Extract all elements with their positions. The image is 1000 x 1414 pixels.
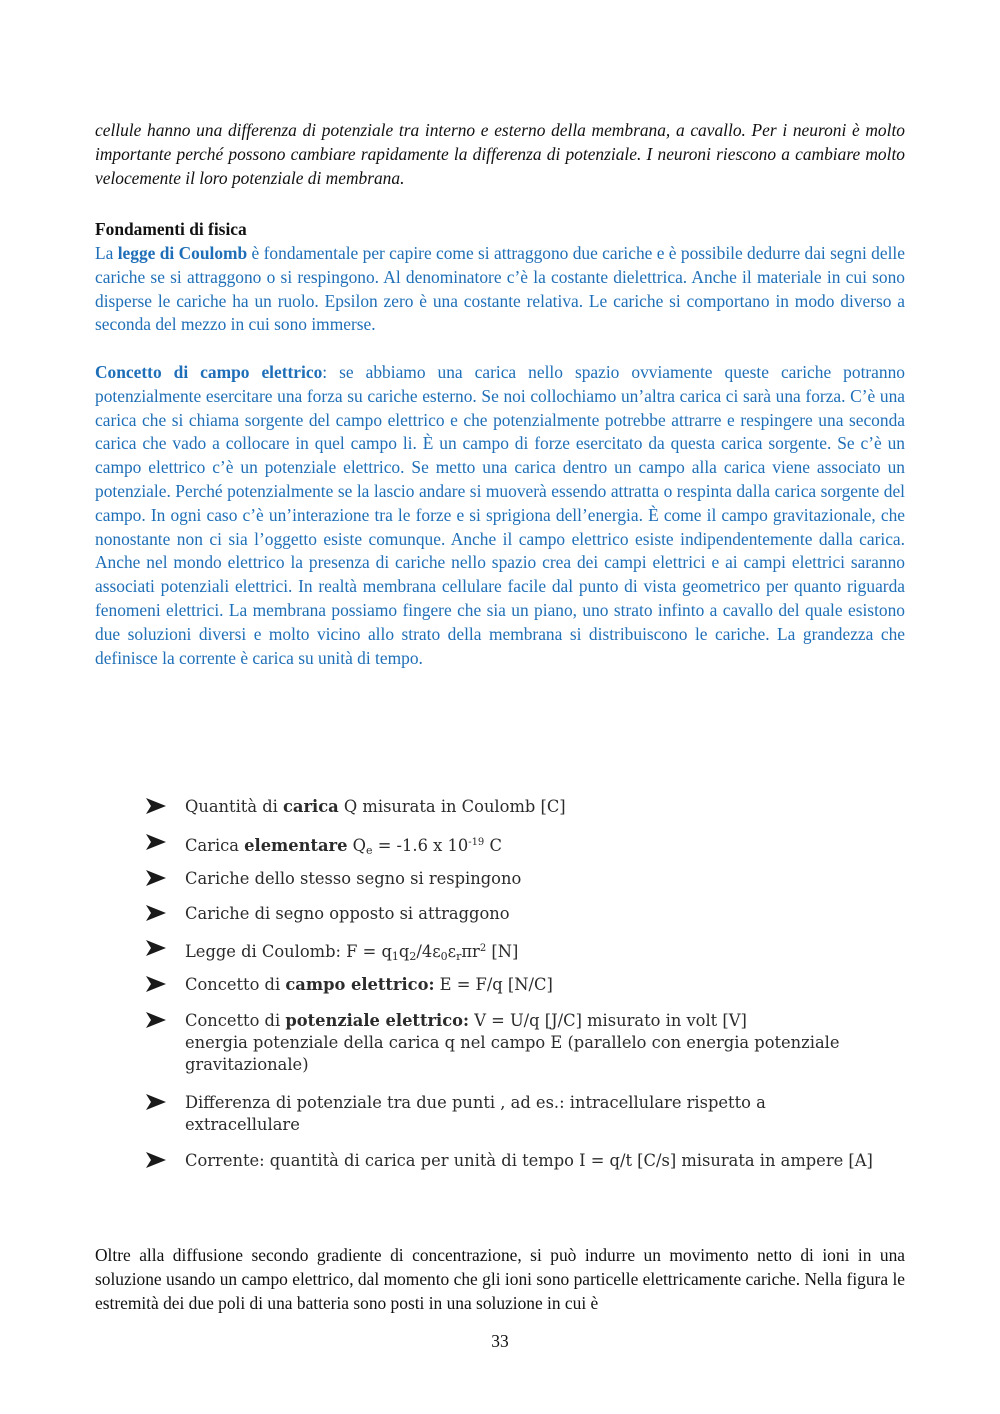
campo-term: Concetto di campo elettrico: [95, 362, 323, 382]
coulomb-term: legge di Coulomb: [117, 243, 248, 263]
bullet-text: Corrente: quantità di carica per unità di tempo I = q/t [C/s] misurata in ampere [A]: [185, 1151, 873, 1170]
intro-paragraph: cellule hanno una differenza di potenziale tra interno e esterno della membrana, a cavallo. Per i neuroni è molto importante perché possono cambiare rapidamente la differenza di potenziale. I neuroni riescono a cambiare molto velocemente il loro potenziale di membrana.: [95, 120, 905, 188]
arrowhead-bullet-icon: [146, 1012, 166, 1028]
bottom-paragraph: Oltre alla diffusione secondo gradiente di concentrazione, si può indurre un movimento netto di ioni in una soluzione usando un campo elettrico, dal momento che gli ioni sono particelle elettricamente cariche. Nella figura le estremità dei due poli di una batteria sono posti in una soluzione in cui è: [95, 1245, 905, 1313]
bullet-same-sign: [140, 868, 845, 890]
arrowhead-bullet-icon: [146, 940, 166, 956]
bullet-text: Quantità di carica Q misurata in Coulomb [C]: [185, 797, 566, 816]
arrowhead-bullet-icon: [146, 834, 166, 850]
campo-text: : se abbiamo una carica nello spazio ovviamente queste cariche potranno potenzialmente esercitare una forza su cariche esterno. Se noi collochiamo un’altra carica ci sarà una forza. C’è una carica che si chiama sorgente del campo elettrico e che potenzialmente potrebbe attrarre e respingere una seconda carica che vado a collocare in quel campo li. È un campo di forze esercitato da questa carica sorgente. Se c’è un campo elettrico c’è un potenziale elettrico. Se metto una carica dentro un campo alla carica viene associato un potenziale. Perché potenzialmente se la lascio andare si muoverà essendo attratta o respinta dalla carica sorgente del campo. In ogni caso c’è un’interazione tra le forze e si sprigiona dell’energia. È come il campo gravitazionale, che nonostante non ci sia l’oggetto esiste comunque. Anche il campo elettrico esiste indipendentemente dalla carica. Anche nel mondo elettrico la presenza di cariche nello spazio crea dei campi elettrici e ai campi elettrici saranno associati potenziali elettrici. In realtà membrana cellulare facile dal punto di vista geometrico per quanto riguarda fenomeni elettrici. La membrana possiamo fingere che sia un piano, uno strato infinto a cavallo del quale esistono due soluzioni diversi e molto vicino allo strato della membrana si distribuiscono le cariche. La grandezza che definisce la corrente è carica su unità di tempo.: [95, 362, 905, 668]
bullet-text: Concetto di campo elettrico: E = F/q [N/C]: [185, 975, 553, 994]
arrowhead-bullet-icon: [146, 870, 166, 886]
arrowhead-bullet-icon: [146, 798, 166, 814]
bullet-potential-difference: [140, 1092, 785, 1136]
coulomb-paragraph: [95, 242, 905, 337]
bullet-opposite-sign: [140, 903, 845, 925]
section-heading: Fondamenti di fisica: [95, 219, 247, 239]
bullet-charge: [140, 796, 845, 818]
bullet-text: Concetto di potenziale elettrico: V = U/q [J/C] misurato in volt [V] energia potenziale della carica q nel campo E (parallelo con energia potenziale gravitazionale): [185, 1011, 840, 1074]
arrowhead-bullet-icon: [146, 1094, 166, 1110]
bullet-current: [140, 1150, 875, 1172]
page-number: 33: [491, 1331, 509, 1351]
arrowhead-bullet-icon: [146, 1152, 166, 1168]
coulomb-text: è fondamentale per capire come si attraggono due cariche e è possibile dedurre dai segni delle cariche se si attraggono o si respingono. Al denominatore c’è la costante dielettrica. Anche il materiale in cui sono disperse le cariche ha un ruolo. Epsilon zero è una costante relativa. Le cariche si comportano in modo diverso a seconda del mezzo in cui sono immerse.: [95, 243, 905, 335]
bullet-electric-potential: [140, 1010, 845, 1076]
bullet-text: Carica elementare $Q_e = -1.6$ x $10^{-19}$ C: [185, 836, 502, 857]
bullet-electric-field: [140, 974, 845, 996]
bullet-coulomb-law: [140, 938, 845, 968]
campo-paragraph: [95, 361, 905, 670]
bullet-elementary-charge: [140, 832, 845, 862]
bullet-text: Legge di Coulomb: $F = q_1q_2/4\varepsilon_0\varepsilon_r\pi r^2$ [N]: [185, 942, 519, 963]
arrowhead-bullet-icon: [146, 976, 166, 992]
bullet-text: Cariche di segno opposto si attraggono: [185, 904, 510, 923]
arrowhead-bullet-icon: [146, 905, 166, 921]
bullet-text: Differenza di potenziale tra due punti , ad es.: intracellulare rispetto a extracellulare: [185, 1093, 766, 1134]
coulomb-prefix: La: [95, 243, 118, 263]
bullet-text: Cariche dello stesso segno si respingono: [185, 869, 522, 888]
